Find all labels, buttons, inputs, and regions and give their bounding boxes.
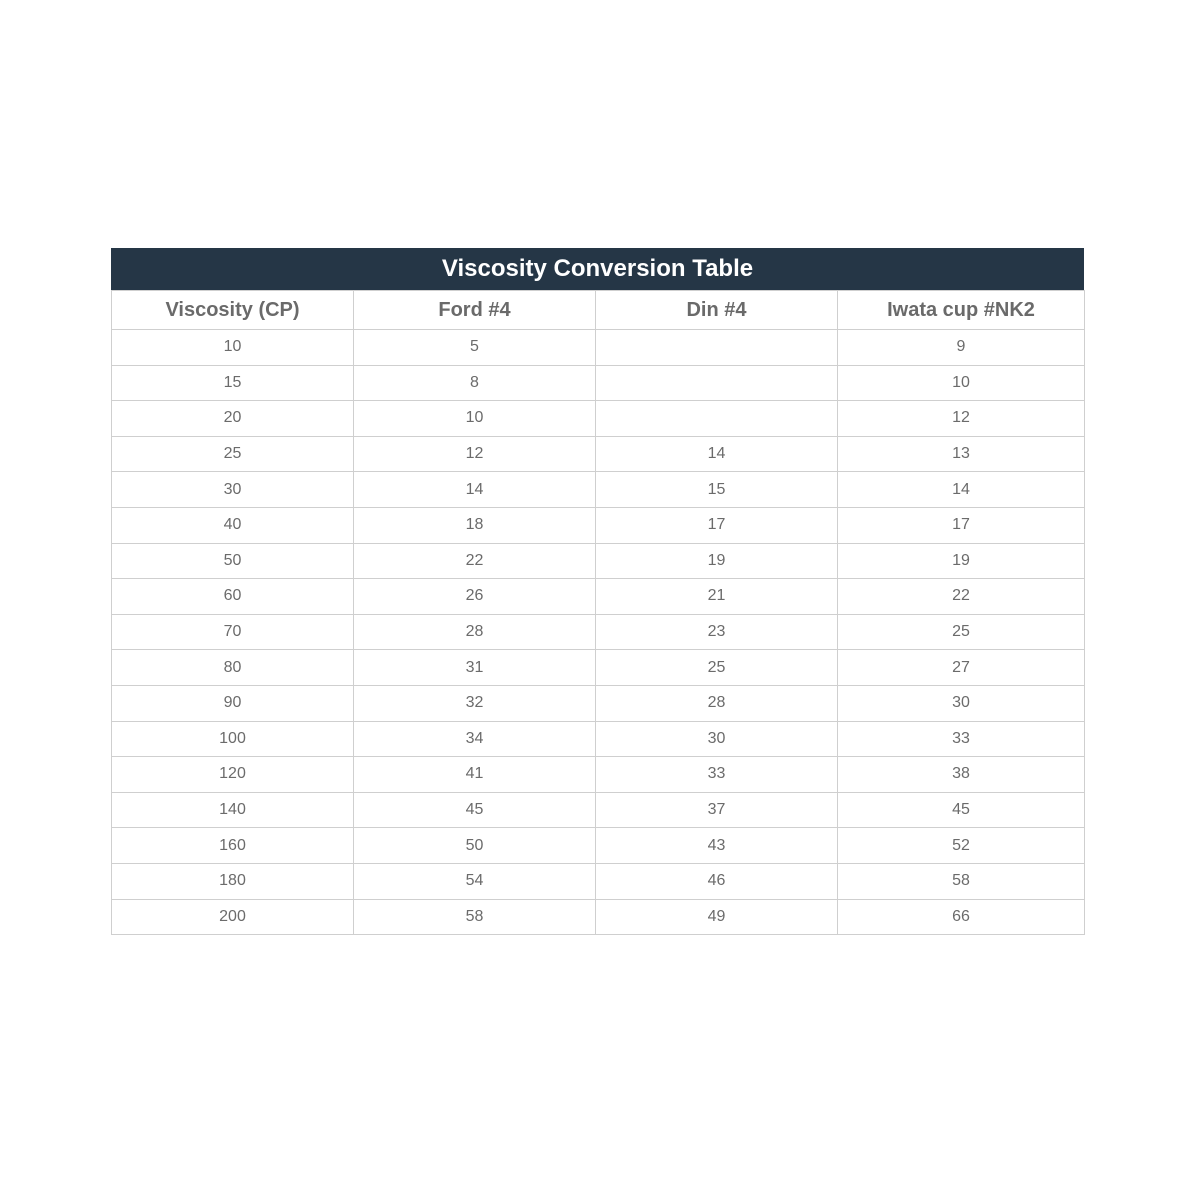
- table-row: [112, 614, 1085, 650]
- ford-4-cell: 45: [354, 792, 596, 828]
- din-4-cell: 23: [596, 614, 838, 650]
- table-row: [112, 365, 1085, 401]
- table-row: [112, 401, 1085, 437]
- ford-4-cell: 10: [354, 401, 596, 437]
- ford-4-cell: 41: [354, 757, 596, 793]
- viscosity-cell: 180: [112, 863, 354, 899]
- din-4-cell: [596, 365, 838, 401]
- din-4-cell: 15: [596, 472, 838, 508]
- table-row: [112, 330, 1085, 366]
- viscosity-cell: 15: [112, 365, 354, 401]
- din-4-cell: 19: [596, 543, 838, 579]
- viscosity-cell: 30: [112, 472, 354, 508]
- table-row: [112, 543, 1085, 579]
- viscosity-cell: 100: [112, 721, 354, 757]
- viscosity-conversion-table: [111, 248, 1084, 935]
- ford-4-cell: 5: [354, 330, 596, 366]
- table-row: [112, 757, 1085, 793]
- ford-4-cell: 34: [354, 721, 596, 757]
- table-row: [112, 685, 1085, 721]
- table-row: [112, 507, 1085, 543]
- ford-4-cell: 26: [354, 579, 596, 615]
- ford-4-cell: 50: [354, 828, 596, 864]
- table-row: [112, 863, 1085, 899]
- header-viscosity-cp: Viscosity (CP): [112, 291, 354, 330]
- iwata-cup-cell: 27: [838, 650, 1085, 686]
- viscosity-cell: 50: [112, 543, 354, 579]
- header-row: [112, 291, 1085, 330]
- iwata-cup-cell: 17: [838, 507, 1085, 543]
- din-4-cell: 25: [596, 650, 838, 686]
- viscosity-cell: 40: [112, 507, 354, 543]
- iwata-cup-cell: 45: [838, 792, 1085, 828]
- header-ford-4: Ford #4: [354, 291, 596, 330]
- din-4-cell: 33: [596, 757, 838, 793]
- iwata-cup-cell: 66: [838, 899, 1085, 935]
- viscosity-cell: 140: [112, 792, 354, 828]
- din-4-cell: 14: [596, 436, 838, 472]
- table-row: [112, 436, 1085, 472]
- din-4-cell: 46: [596, 863, 838, 899]
- ford-4-cell: 58: [354, 899, 596, 935]
- viscosity-cell: 20: [112, 401, 354, 437]
- iwata-cup-cell: 13: [838, 436, 1085, 472]
- din-4-cell: 43: [596, 828, 838, 864]
- din-4-cell: 30: [596, 721, 838, 757]
- iwata-cup-cell: 19: [838, 543, 1085, 579]
- iwata-cup-cell: 12: [838, 401, 1085, 437]
- iwata-cup-cell: 22: [838, 579, 1085, 615]
- viscosity-cell: 90: [112, 685, 354, 721]
- ford-4-cell: 14: [354, 472, 596, 508]
- viscosity-cell: 70: [112, 614, 354, 650]
- ford-4-cell: 22: [354, 543, 596, 579]
- din-4-cell: 37: [596, 792, 838, 828]
- viscosity-cell: 160: [112, 828, 354, 864]
- table-row: [112, 899, 1085, 935]
- conversion-grid: [111, 290, 1085, 935]
- header-din-4: Din #4: [596, 291, 838, 330]
- table-row: [112, 721, 1085, 757]
- table-row: [112, 792, 1085, 828]
- iwata-cup-cell: 9: [838, 330, 1085, 366]
- ford-4-cell: 32: [354, 685, 596, 721]
- din-4-cell: 49: [596, 899, 838, 935]
- ford-4-cell: 18: [354, 507, 596, 543]
- viscosity-cell: 80: [112, 650, 354, 686]
- din-4-cell: 21: [596, 579, 838, 615]
- iwata-cup-cell: 10: [838, 365, 1085, 401]
- table-title: Viscosity Conversion Table: [111, 248, 1084, 290]
- din-4-cell: 28: [596, 685, 838, 721]
- viscosity-cell: 10: [112, 330, 354, 366]
- viscosity-cell: 200: [112, 899, 354, 935]
- din-4-cell: 17: [596, 507, 838, 543]
- iwata-cup-cell: 33: [838, 721, 1085, 757]
- din-4-cell: [596, 401, 838, 437]
- iwata-cup-cell: 25: [838, 614, 1085, 650]
- viscosity-cell: 60: [112, 579, 354, 615]
- viscosity-cell: 120: [112, 757, 354, 793]
- ford-4-cell: 54: [354, 863, 596, 899]
- ford-4-cell: 8: [354, 365, 596, 401]
- iwata-cup-cell: 14: [838, 472, 1085, 508]
- table-row: [112, 472, 1085, 508]
- iwata-cup-cell: 38: [838, 757, 1085, 793]
- table-row: [112, 579, 1085, 615]
- iwata-cup-cell: 58: [838, 863, 1085, 899]
- header-iwata-cup-nk2: Iwata cup #NK2: [838, 291, 1085, 330]
- din-4-cell: [596, 330, 838, 366]
- viscosity-cell: 25: [112, 436, 354, 472]
- ford-4-cell: 31: [354, 650, 596, 686]
- table-row: [112, 650, 1085, 686]
- ford-4-cell: 28: [354, 614, 596, 650]
- table-row: [112, 828, 1085, 864]
- table-body: [112, 330, 1085, 935]
- ford-4-cell: 12: [354, 436, 596, 472]
- iwata-cup-cell: 52: [838, 828, 1085, 864]
- iwata-cup-cell: 30: [838, 685, 1085, 721]
